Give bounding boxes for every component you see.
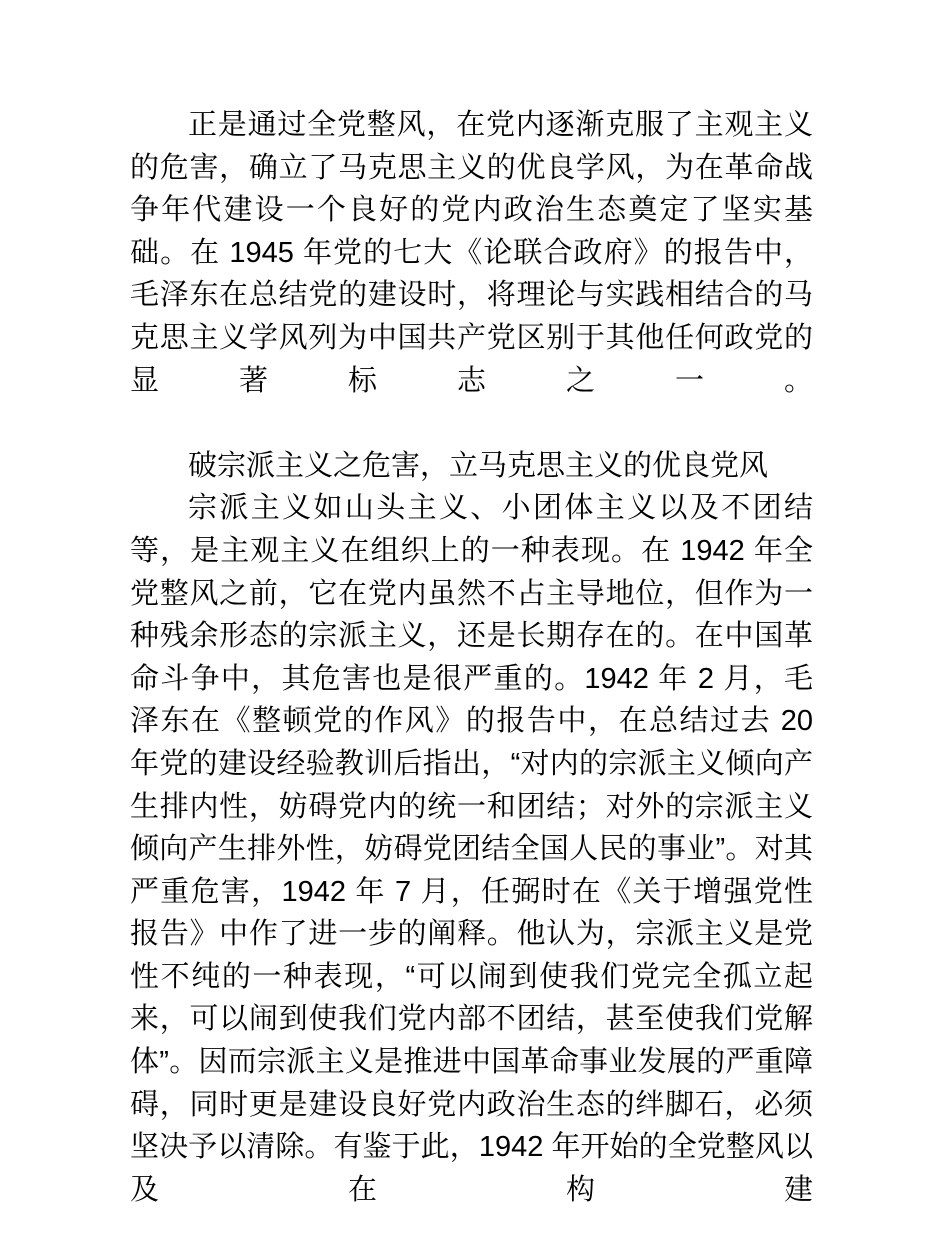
body-paragraph-2: 宗派主义如山头主义、小团体主义以及不团结等，是主观主义在组织上的一种表现。在 1942 年全党整风之前，它在党内虽然不占主导地位，但作为一种残余形态的宗派主义，还是长期存在的。在中国革命斗争中，其危害也是很严重的。1942 年 2 月，毛泽东在《整顿党的作风》的报告中，在总结过去 20 年党的建设经验教训后指出，“对内的宗派主义倾向产生排内性，妨碍党内的统一和团结；对外的宗派主义倾向产生排外性，妨碍党团结全国人民的事业”。对其严重危害，1942 年 7 月，任弼时在《关于增强党性报告》中作了进一步的阐释。他认为，宗派主义是党性不纯的一种表现，“可以闹到使我们党完全孤立起来，可以闹到使我们党内部不团结，甚至使我们党解体”。因而宗派主义是推进中国革命事业发展的严重障碍，同时更是建设良好党内政治生态的绊脚石，必须坚决予以清除。有鉴于此，1942 年开始的全党整风以及在构建 [130, 492, 813, 1206]
section-heading: 破宗派主义之危害，立马克思主义的优良党风 [188, 449, 769, 482]
text-column [130, 104, 813, 1254]
body-paragraph-1: 正是通过全党整风，在党内逐渐克服了主观主义的危害，确立了马克思主义的优良学风，为在革命战争年代建设一个良好的党内政治生态奠定了坚实基础。在 1945 年党的七大《论联合政府》的报告中，毛泽东在总结党的建设时，将理论与实践相结合的马克思主义学风列为中国共产党区别于其他任何政党的显著标志之一。 [130, 109, 813, 397]
